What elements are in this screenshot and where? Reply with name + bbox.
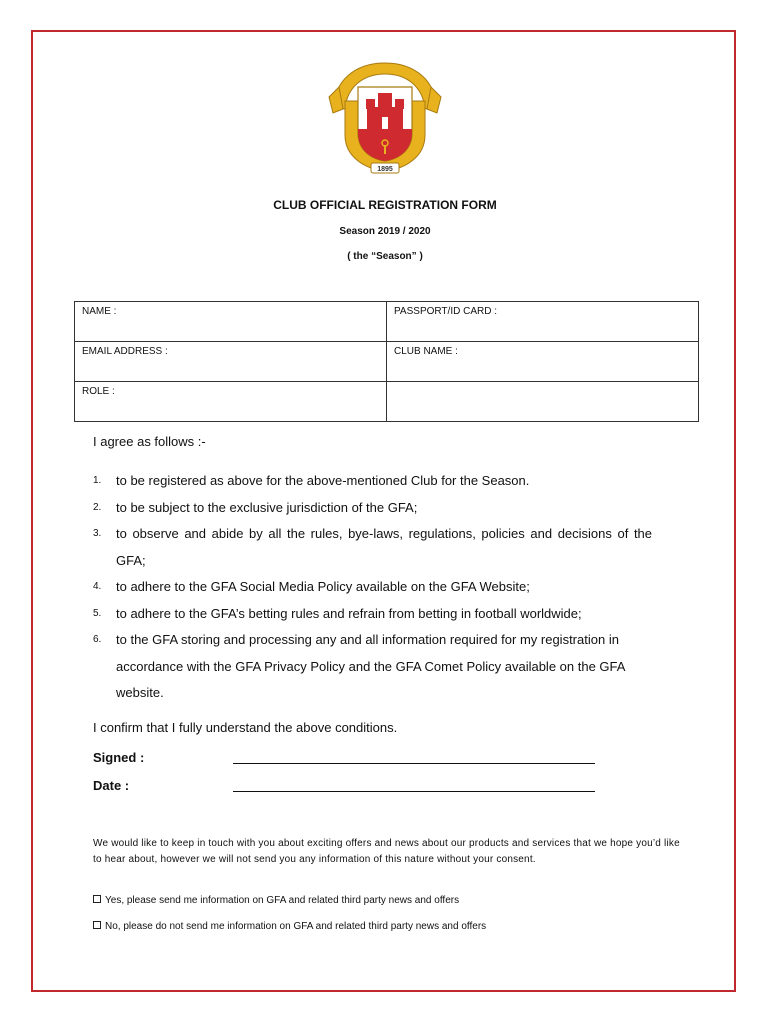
item-text: to be subject to the exclusive jurisdiction of the GFA; — [116, 499, 418, 515]
option-yes-label: Yes, please send me information on GFA and related third party news and offers — [105, 895, 460, 906]
gfa-crest-icon — [325, 57, 445, 177]
signed-label: Signed : — [93, 750, 145, 765]
consent-option-yes[interactable] — [93, 895, 459, 906]
option-no-label: No, please do not send me information on GFA and related third party news and offers — [105, 921, 487, 932]
checkbox-icon[interactable] — [93, 921, 101, 929]
table-row — [75, 302, 699, 342]
item-number: 6. — [93, 634, 102, 645]
svg-text:1895: 1895 — [377, 166, 393, 173]
item-number: 4. — [93, 581, 102, 592]
item-text: to adhere to the GFA’s betting rules and refrain from betting in football worldwide; — [116, 605, 582, 621]
item-number: 1. — [93, 475, 102, 486]
item-number: 3. — [93, 528, 102, 539]
date-line[interactable] — [233, 790, 595, 792]
season-label: Season 2019 / 2020 — [339, 226, 431, 237]
registration-table — [74, 301, 699, 422]
club-name-field[interactable]: CLUB NAME : — [387, 342, 699, 382]
item-text: to be registered as above for the above-mentioned Club for the Season. — [116, 473, 530, 488]
item-number: 2. — [93, 501, 102, 513]
item-text: to the GFA storing and processing any and all information required for my registration in accordance with the GFA Privacy Policy and the GFA Comet Policy available on the GFA website. — [116, 632, 625, 700]
name-field[interactable]: NAME : — [75, 302, 387, 342]
date-label: Date : — [93, 778, 130, 793]
list-item — [93, 468, 673, 495]
terms-list — [93, 468, 673, 707]
list-item — [93, 601, 673, 628]
season-definition: ( the “Season” ) — [347, 251, 423, 262]
role-field[interactable]: ROLE : — [75, 382, 387, 422]
signature-line[interactable] — [233, 762, 595, 764]
confirmation-text: I confirm that I fully understand the above conditions. — [93, 720, 398, 735]
item-number: 5. — [93, 607, 102, 619]
empty-field[interactable] — [387, 382, 699, 422]
table-row — [75, 342, 699, 382]
checkbox-icon[interactable] — [93, 895, 101, 903]
agreement-intro: I agree as follows :- — [93, 434, 206, 449]
consent-option-no[interactable] — [93, 921, 486, 932]
passport-id-field[interactable]: PASSPORT/ID CARD : — [387, 302, 699, 342]
item-text: to adhere to the GFA Social Media Policy available on the GFA Website; — [116, 579, 530, 594]
table-row — [75, 382, 699, 422]
form-title: CLUB OFFICIAL REGISTRATION FORM — [273, 198, 497, 212]
email-field[interactable]: EMAIL ADDRESS : — [75, 342, 387, 382]
marketing-consent-text: We would like to keep in touch with you about exciting offers and news about our products and services that we hope you’d like to hear about, however we will not send you any information of this nature without your consent. — [93, 838, 680, 865]
list-item — [93, 574, 673, 601]
item-text: to observe and abide by all the rules, bye-laws, regulations, policies and decisions of the GFA; — [116, 526, 653, 568]
list-item — [93, 495, 673, 522]
list-item — [93, 627, 673, 707]
list-item — [93, 521, 673, 574]
